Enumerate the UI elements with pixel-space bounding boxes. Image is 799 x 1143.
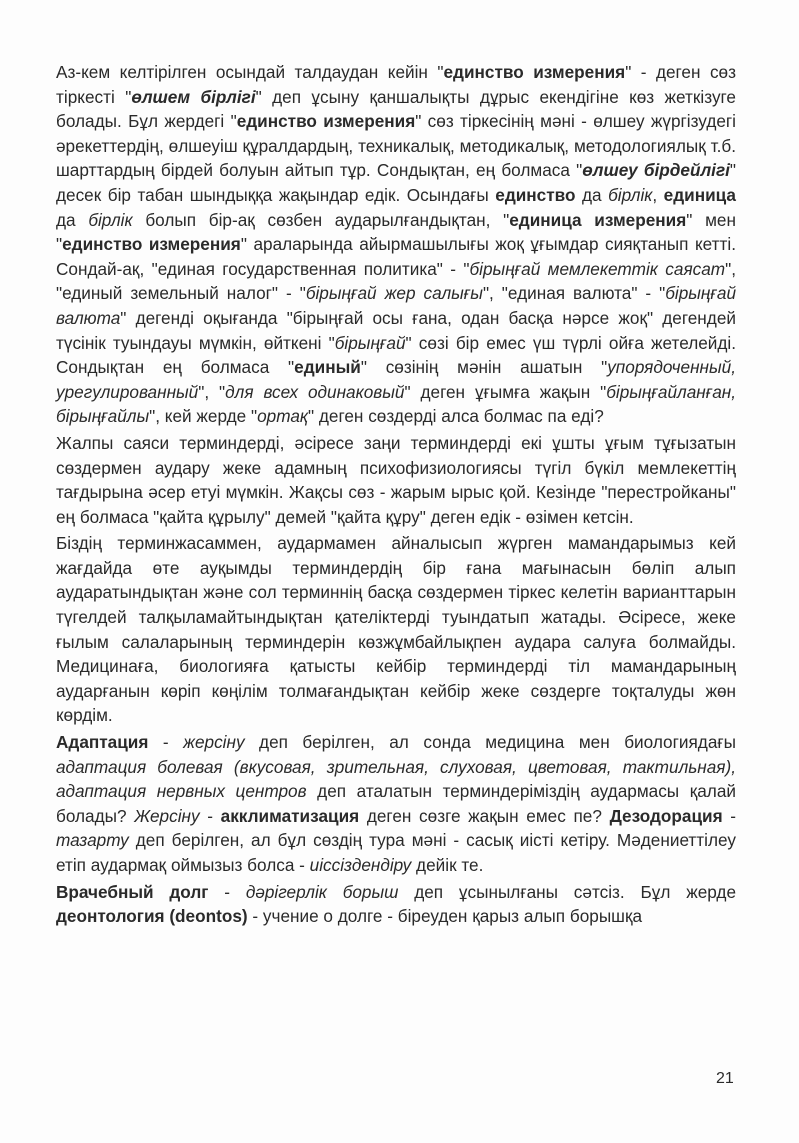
text-run: деген сөзге жақын емес пе? xyxy=(359,805,610,826)
text-run: , xyxy=(652,184,664,205)
text-run: акклиматизация xyxy=(220,805,360,826)
text-run: " мен " xyxy=(56,209,736,255)
text-run: Врачебный долг xyxy=(56,881,209,902)
text-run: деп ұсынылғаны сәтсіз. Бұл жерде xyxy=(398,881,737,902)
text-run: ", "единая валюта" - " xyxy=(482,283,666,304)
text-run: единица измерения xyxy=(509,209,687,230)
text-run: единство измерения xyxy=(236,111,416,132)
text-run: для всех одинаковый xyxy=(225,381,405,402)
text-run: деп аталатын терминдеріміздің аудармасы қалай болады? xyxy=(56,781,736,826)
text-run: бірыңғайланған, бірыңғайлы xyxy=(56,381,736,427)
text-run: Біздің терминжасаммен, аудармамен айналысып жүрген мамандарымыз кей жағдайда өте ауқымды терминдердің бір ғана мағынасын бөліп алып аударатындықтан және сол терминнің басқа сөздермен тіркес келетін варианттарын түгелдей талқыламайтындықтан қателіктерді туындатып жатады. Әсіресе, жеке ғылым салаларының терминдерін көзжұмбайлықпен аудара салуға болмайды. Медицинаға, биологияға қатысты кейбір терминдерді тіл мамандарының аударғанын көріп көңілім толмағандықтан кейбір жеке сөздерге тоқталуды жөн көрдім. xyxy=(56,533,736,726)
text-run: бірлік xyxy=(608,184,653,205)
text-run: да xyxy=(575,184,609,205)
text-run: " сөзі бір емес үш түрлі ойға жетелейді. Сондықтан ең болмаса " xyxy=(56,332,737,378)
text-run: ", " xyxy=(198,381,226,402)
paragraph xyxy=(56,531,736,728)
text-run: " дегенді оқығанда "бірыңғай осы ғана, одан басқа нәрсе жоқ" дегендей түсінік туындауы мүмкін, өйткені " xyxy=(56,307,736,353)
text-run: - xyxy=(148,732,184,753)
text-run: адаптация болевая (вкусовая, зрительная, слуховая, цветовая, тактильная), адаптация нервных центров xyxy=(56,756,736,802)
text-run: - xyxy=(208,881,246,902)
text-run: единство измерения xyxy=(62,234,241,255)
text-run: единица xyxy=(663,184,736,205)
text-run xyxy=(582,160,730,180)
text-run: - xyxy=(722,805,737,826)
text-run: " араларында айырмашылығы жоқ ұғымдар сияқтанып кетті. Сондай-ақ, "единая государственная политика" - " xyxy=(56,234,737,279)
text-run: ортақ xyxy=(257,406,309,427)
text-run: Адаптация xyxy=(56,732,149,753)
text-run: дейік те. xyxy=(411,855,484,875)
text-run: жерсіну xyxy=(183,732,245,753)
text-run: өлшем бірлігі xyxy=(131,86,256,107)
text-run: единство xyxy=(495,184,576,205)
text-run: " - деген сөз тіркесті " xyxy=(56,62,736,107)
text-run: упорядоченный, урегулированный xyxy=(56,357,736,402)
text-run: деп берілген, ал бұл сөздің тура мәні - сасық иісті кетіру. Мәдениеттілеу етіп аудармақ оймызыз болса - xyxy=(56,830,736,875)
text-run: Аз-кем келтірілген осындай талдаудан кейін " xyxy=(56,62,444,82)
text-run: дәрігерлік борыш xyxy=(245,881,399,902)
text-run xyxy=(131,87,255,107)
text-run: " сөз тіркесінің мәні - өлшеу жүргізудегі әрекеттердің, өлшеуіш құралдардың, техникалық, методикалық, методологиялық т.б. шарттардың бірдей болуын айтып тұр. Сондықтан, ең болмаса " xyxy=(56,111,737,181)
text-run: " деген сөздерді алса болмас па еді? xyxy=(308,406,604,427)
text-run: бірыңғай валюта xyxy=(56,283,736,328)
text-run: ", кей жерде " xyxy=(149,406,258,427)
text-run: единый xyxy=(294,357,361,378)
text-run: - xyxy=(199,805,221,826)
page-number: 21 xyxy=(716,1070,734,1087)
text-run: - учение о долге - біреуден қарыз алып борышқа xyxy=(247,906,643,927)
text-run: деп берілген, ал сонда медицина мен биологиядағы xyxy=(244,732,737,753)
text-run: " десек бір табан шындыққа жақындар едік. Осындағы xyxy=(56,160,736,205)
text-run: болып бір-ақ сөзбен аударылғандықтан, " xyxy=(132,209,510,230)
text-run: бірыңғай жер салығы xyxy=(305,283,483,304)
text-run: ", "единый земельный налог" - " xyxy=(56,258,736,304)
text-run: тазарту xyxy=(56,830,129,851)
text-run: " деп ұсыну қаншалықты дұрыс екендігіне көз жеткізуге болады. Бұл жердегі " xyxy=(56,86,736,132)
text-run: " деген ұғымға жақын " xyxy=(404,381,607,402)
text-run: деонтология (deontos) xyxy=(56,906,248,927)
text-run: Жалпы саяси терминдерді, әсіресе заңи терминдерді екі ұшты ұғым тұғызатын сөздермен аудару жеке адамның психофизиологиясы түгіл бүкіл мемлекеттің тағдырына әсер етуі мүмкін. Жақсы сөз - жарым ырыс қой. Кезінде "перестройканы" ең болмаса "қайта құрылу" демей "қайта құру" деген едік - өзімен кетсін. xyxy=(56,432,736,527)
text-run: единство измерения xyxy=(443,62,626,82)
text-run: Жерсіну xyxy=(134,805,200,826)
paragraph xyxy=(56,730,736,878)
paragraph xyxy=(56,880,736,929)
text-run: бірлік xyxy=(88,209,133,230)
text-run: Дезодорация xyxy=(609,805,723,826)
text-run: да xyxy=(56,209,89,230)
text-run: бірыңғай xyxy=(334,332,406,353)
text-run: иіссіздендіру xyxy=(309,855,412,875)
text-run: бірыңғай мемлекеттік саясат xyxy=(469,258,726,279)
paragraph xyxy=(56,431,736,529)
paragraph xyxy=(56,60,736,429)
text-run: өлшеу бірдейлігі xyxy=(582,160,730,181)
text-run: " сөзінің мәнін ашатын " xyxy=(360,357,608,378)
body-text xyxy=(56,60,736,931)
